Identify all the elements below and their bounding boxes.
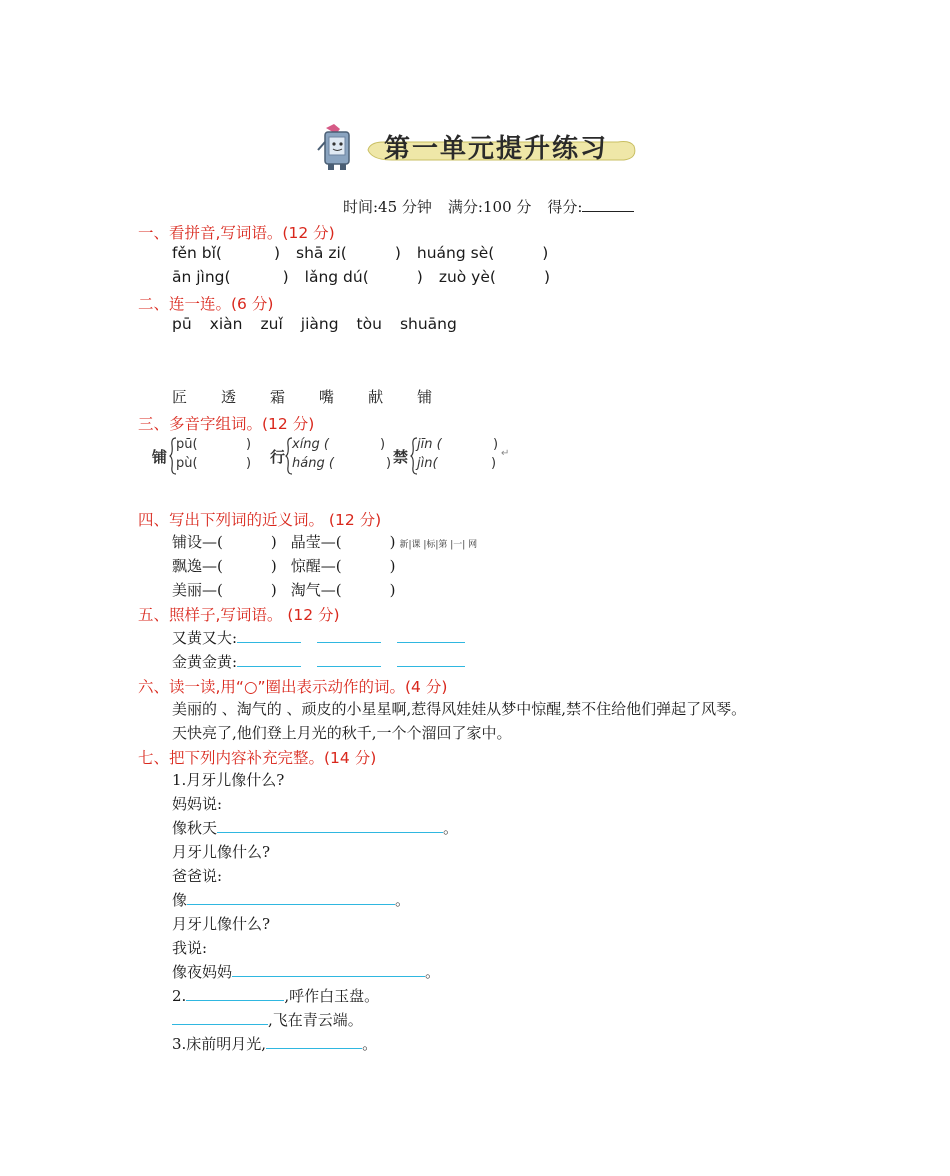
section-7-heading: 七、把下列内容补充完整。(14 分): [138, 749, 377, 767]
section-5-heading: 五、照样子,写词语。 (12 分): [138, 606, 340, 624]
s4-close: ): [389, 557, 396, 575]
s7-period: 。: [395, 891, 411, 909]
s7-prefix: 像夜妈妈: [172, 963, 233, 981]
s7-prefix: 像: [172, 891, 188, 909]
s5-example: 金黄金黄:: [172, 653, 238, 671]
s5-example: 又黄又大:: [172, 629, 238, 647]
s3-char: 行: [270, 448, 286, 466]
s1-pinyin: ān jìng(: [172, 268, 231, 286]
s2-pinyin-row: [172, 315, 457, 333]
page-title: 第一单元提升练习: [384, 134, 609, 164]
s2-pinyin[interactable]: jiàng: [300, 315, 339, 333]
s1-pinyin: zuò yè(: [438, 268, 496, 286]
s7-period: 。: [425, 963, 441, 981]
s3-reading-a: pū(: [176, 437, 198, 452]
s7-line-2: [172, 889, 410, 910]
s3-group-3: [393, 436, 523, 476]
watermark: 新|课 |标|第 |一| 网: [399, 540, 478, 550]
s7-question-2: 月牙儿像什么?: [172, 843, 271, 861]
s4-row-3: [172, 579, 395, 600]
got-info: 得分:: [547, 198, 583, 216]
s2-char[interactable]: 嘴: [319, 388, 335, 406]
s7-mom: 妈妈说:: [172, 795, 223, 813]
score-info: 满分:100 分: [447, 198, 532, 216]
answer-blank[interactable]: [266, 1034, 362, 1049]
s1-close: ): [282, 268, 289, 286]
s2-pinyin[interactable]: zuǐ: [260, 315, 283, 333]
s7-suffix: ,呼作白玉盘。: [284, 987, 380, 1005]
s3-reading-b: háng (: [292, 456, 334, 471]
s1-close: ): [273, 244, 280, 262]
s2-char[interactable]: 献: [368, 388, 384, 406]
s3-group-2: [270, 436, 400, 476]
answer-blank[interactable]: [232, 962, 425, 977]
s3-reading-a: xíng (: [292, 437, 330, 452]
answer-blank[interactable]: [317, 652, 381, 667]
s2-char-row: [172, 386, 432, 407]
section-3-heading: 三、多音字组词。(12 分): [138, 415, 315, 433]
score-blank[interactable]: [582, 197, 634, 212]
s4-word: 铺设—(: [172, 533, 223, 551]
answer-blank[interactable]: [217, 818, 443, 833]
s3-close: ): [380, 437, 386, 452]
s2-char[interactable]: 霜: [270, 388, 286, 406]
return-mark-icon: ↵: [501, 448, 510, 459]
answer-blank[interactable]: [187, 890, 395, 905]
s7-question-3: 月牙儿像什么?: [172, 915, 271, 933]
s3-reading-b: jìn(: [417, 456, 438, 471]
s4-row-1: [172, 531, 477, 552]
s1-pinyin: shā zi(: [296, 244, 347, 262]
info-line: [343, 196, 634, 217]
answer-blank[interactable]: [172, 1010, 268, 1025]
section-2-heading: 二、连一连。(6 分): [138, 295, 274, 313]
s3-reading-b: pù(: [176, 456, 198, 471]
s2-pinyin[interactable]: tòu: [356, 315, 382, 333]
s3-close: ): [386, 456, 392, 471]
s4-close: ): [270, 581, 277, 599]
s1-row-1: [172, 244, 548, 262]
s3-char: 铺: [152, 448, 168, 466]
s2-char[interactable]: 铺: [417, 388, 433, 406]
time-info: 时间:45 分钟: [343, 198, 432, 216]
s3-close: ): [246, 437, 252, 452]
s5-row-1: [172, 627, 465, 648]
answer-blank[interactable]: [397, 652, 465, 667]
s2-pinyin[interactable]: pū: [172, 315, 192, 333]
s1-pinyin: fěn bǐ(: [172, 244, 222, 262]
s7-part-2b: [172, 1009, 363, 1030]
s4-word: 飘逸—(: [172, 557, 223, 575]
s3-close: ): [493, 437, 499, 452]
s3-close: ): [246, 456, 252, 471]
s3-group-1: [152, 436, 262, 476]
s7-suffix: ,飞在青云端。: [268, 1011, 363, 1029]
s2-pinyin[interactable]: shuāng: [399, 315, 457, 333]
s4-word: 美丽—(: [172, 581, 223, 599]
s7-line-1: [172, 817, 458, 838]
s7-period: 。: [362, 1035, 378, 1053]
s4-word: 淘气—(: [290, 581, 342, 599]
s1-pinyin: huáng sè(: [416, 244, 495, 262]
section-1-heading: 一、看拼音,写词语。(12 分): [138, 224, 335, 242]
s4-row-2: [172, 555, 395, 576]
s1-close: ): [542, 244, 549, 262]
s7-prefix: 像秋天: [172, 819, 218, 837]
s7-prefix: 3.床前明月光,: [172, 1035, 267, 1053]
s7-part-2a: [172, 985, 379, 1006]
s4-word: 惊醒—(: [290, 557, 342, 575]
s4-close: ): [389, 533, 396, 551]
s6-line-1[interactable]: 美丽的 、淘气的 、顽皮的小星星啊,惹得风娃娃从梦中惊醒,禁不住给他们弹起了风琴。: [172, 700, 747, 718]
s1-close: ): [543, 268, 551, 286]
section-6-heading: 六、读一读,用“○”圈出表示动作的词。(4 分): [138, 678, 448, 696]
s2-char[interactable]: 透: [221, 388, 237, 406]
answer-blank[interactable]: [397, 628, 465, 643]
answer-blank[interactable]: [237, 628, 301, 643]
s5-row-2: [172, 651, 465, 672]
s7-question-1: 1.月牙儿像什么?: [172, 771, 285, 789]
title-banner: [312, 120, 642, 172]
s7-period: 。: [443, 819, 459, 837]
s4-close: ): [270, 533, 277, 551]
s4-close: ): [389, 581, 396, 599]
s3-close: ): [491, 456, 497, 471]
answer-blank[interactable]: [237, 652, 301, 667]
s2-char[interactable]: 匠: [172, 388, 188, 406]
s1-close: ): [416, 268, 423, 286]
s6-line-2[interactable]: 天快亮了,他们登上月光的秋千,一个个溜回了家中。: [172, 724, 512, 742]
s4-close: ): [270, 557, 277, 575]
section-4-heading: 四、写出下列词的近义词。 (12 分): [138, 511, 382, 529]
s3-char: 禁: [393, 448, 409, 466]
mascot-icon: [312, 120, 362, 172]
s1-row-2: [172, 268, 550, 286]
s1-pinyin: lǎng dú(: [304, 268, 369, 286]
s2-pinyin[interactable]: xiàn: [209, 315, 243, 333]
s3-reading-a: jīn (: [417, 437, 442, 452]
answer-blank[interactable]: [317, 628, 381, 643]
s7-part-3: [172, 1033, 377, 1054]
s1-close: ): [394, 244, 401, 262]
s7-prefix: 2.: [172, 987, 187, 1005]
s7-me: 我说:: [172, 939, 208, 957]
s4-word: 晶莹—(: [290, 533, 342, 551]
answer-blank[interactable]: [186, 986, 284, 1001]
s7-dad: 爸爸说:: [172, 867, 223, 885]
s7-line-3: [172, 961, 440, 982]
